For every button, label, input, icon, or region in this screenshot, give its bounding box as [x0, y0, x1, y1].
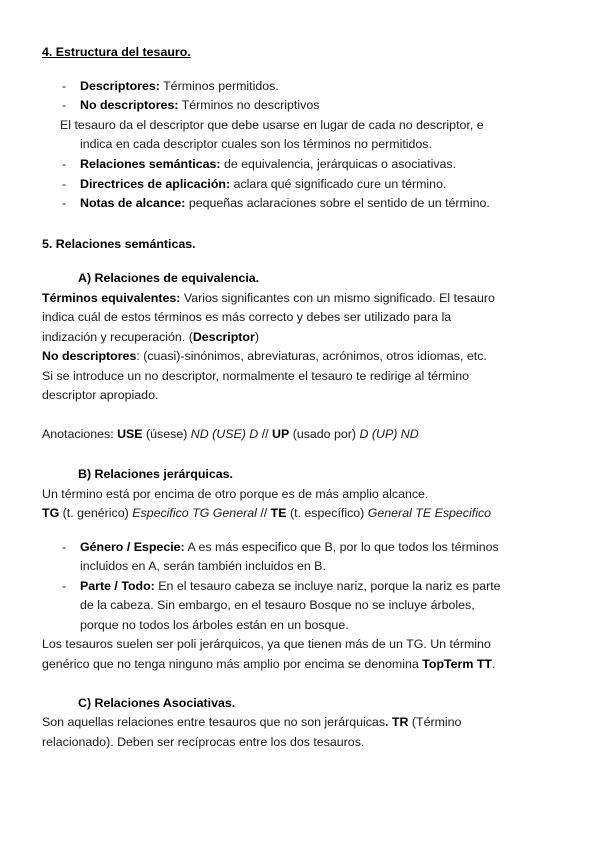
subsection-c-heading: C) Relaciones Asociativas. [78, 696, 236, 710]
paragraph-line: Términos equivalentes: Varios significantes con un mismo significado. El tesauro [42, 291, 495, 305]
list-item-genero-especie: Género / Especie: A es más especifico que B, por lo que todos los términos [80, 540, 499, 554]
list-item-relaciones: Relaciones semánticas: de equivalencia, jerárquicas o asociativas. [80, 157, 457, 171]
list-item-continuation: de la cabeza. Sin embargo, en el tesauro Bosque no se incluye árboles, [80, 598, 475, 612]
section-5-heading: 5. Relaciones semánticas. [42, 237, 196, 251]
paragraph-line: descriptor apropiado. [42, 388, 159, 402]
paragraph-line: El tesauro da el descriptor que debe usarse en lugar de cada no descriptor, e [60, 118, 484, 132]
tg-te-line: TG (t. genérico) Especifico TG General // TE (t. específico) General TE Especifico [42, 506, 492, 520]
paragraph-line: No descriptores: (cuasi)-sinónimos, abreviaturas, acrónimos, otros idiomas, etc. [42, 349, 487, 363]
bullet-dash: - [62, 79, 67, 93]
paragraph-line: Los tesauros suelen ser poli jerárquicos, ya que tienen más de un TG. Un término [42, 637, 491, 651]
subsection-a-heading: A) Relaciones de equivalencia. [78, 271, 260, 285]
paragraph-line: Son aquellas relaciones entre tesauros que no son jerárquicas. TR (Término [42, 715, 462, 729]
paragraph-line: indización y recuperación. (Descriptor) [42, 330, 259, 344]
bullet-dash: - [62, 579, 67, 593]
paragraph-line: Un término está por encima de otro porque es de más amplio alcance. [42, 487, 429, 501]
list-item-no-descriptores: No descriptores: Términos no descriptivos [80, 98, 320, 112]
bullet-dash: - [62, 540, 67, 554]
list-item-parte-todo: Parte / Todo: En el tesauro cabeza se incluye nariz, porque la nariz es parte [80, 579, 501, 593]
paragraph-line: indica cuál de estos términos es más correcto y debes ser utilizado para la [42, 310, 452, 324]
paragraph-line: Si se introduce un no descriptor, normalmente el tesauro te redirige al término [42, 369, 470, 383]
subsection-b-heading: B) Relaciones jerárquicas. [78, 467, 233, 481]
bullet-dash: - [62, 196, 67, 210]
list-item-descriptores: Descriptores: Términos permitidos. [80, 79, 279, 93]
anotaciones-line: Anotaciones: USE (úsese) ND (USE) D // UP (usado por) D (UP) ND [42, 427, 419, 441]
list-item-continuation: incluidos en A, serán también incluidos en B. [80, 559, 326, 573]
bullet-dash: - [62, 98, 67, 112]
bullet-dash: - [62, 157, 67, 171]
paragraph-line: indica en cada descriptor cuales son los términos no permitidos. [80, 137, 432, 151]
paragraph-line: genérico que no tenga ninguno más amplio por encima se denomina TopTerm TT. [42, 657, 496, 671]
bullet-dash: - [62, 177, 67, 191]
list-item-notas: Notas de alcance: pequeñas aclaraciones sobre el sentido de un término. [80, 196, 490, 210]
section-4-heading: 4. Estructura del tesauro. [42, 45, 191, 59]
paragraph-line: relacionado). Deben ser recíprocas entre los dos tesauros. [42, 735, 365, 749]
list-item-directrices: Directrices de aplicación: aclara qué significado cure un término. [80, 177, 447, 191]
list-item-continuation: porque no todos los árboles están en un bosque. [80, 618, 349, 632]
